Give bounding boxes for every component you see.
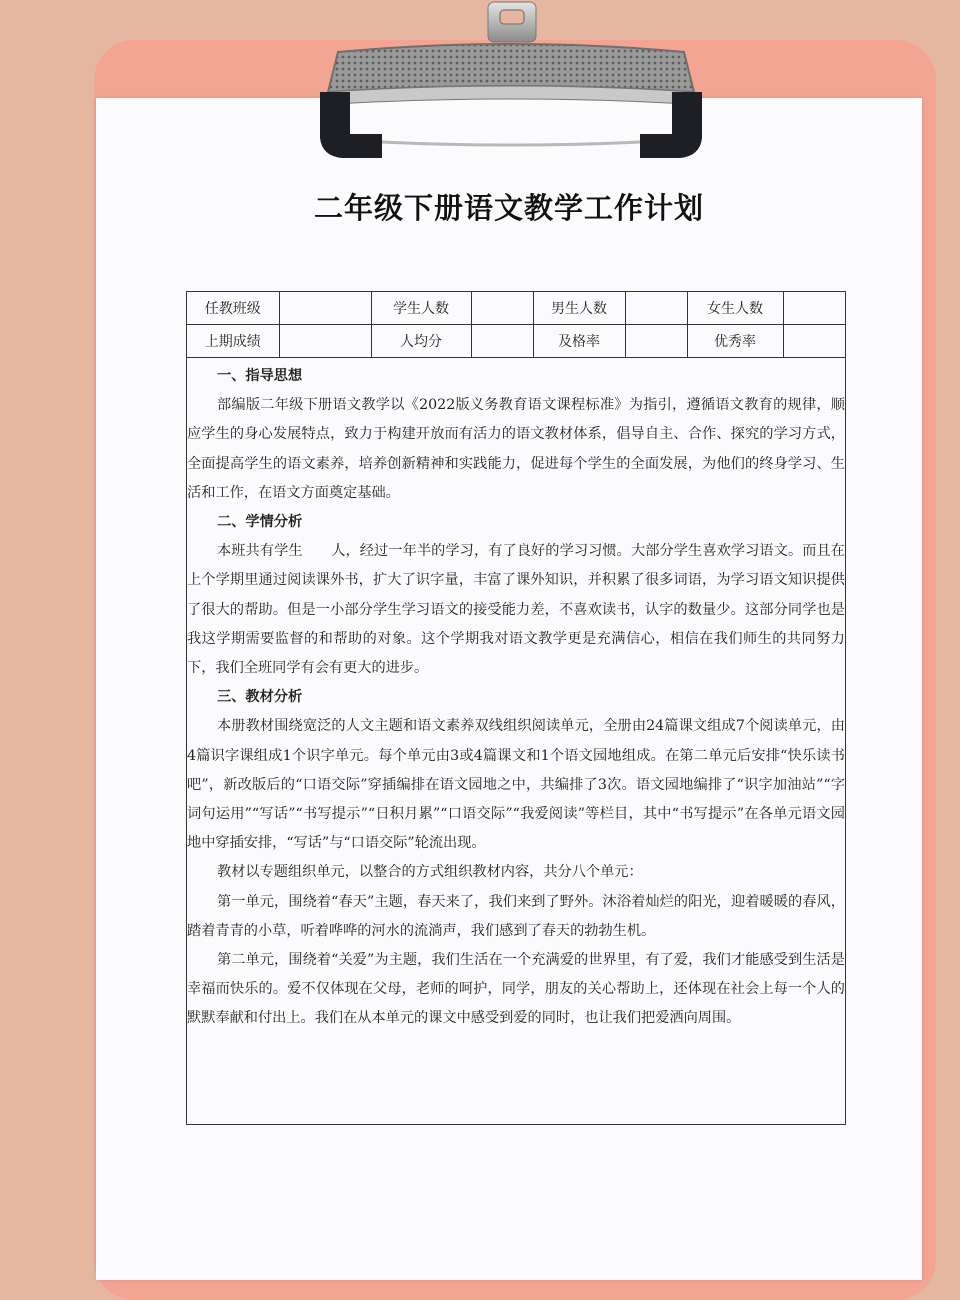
paragraph: 教材以专题组织单元，以整合的方式组织教材内容，共分八个单元： (217, 864, 643, 881)
value-girl-count (783, 292, 845, 325)
value-class (279, 292, 371, 325)
document-title: 二年级下册语文教学工作计划 (313, 191, 704, 225)
table-row (187, 292, 845, 325)
plan-form (186, 291, 846, 1125)
label-last-score: 上期成绩 (187, 325, 279, 358)
label-excellent-rate: 优秀率 (687, 325, 783, 358)
binder-clip-icon (316, 0, 706, 165)
value-student-count (471, 292, 533, 325)
paragraph: 第一单元，围绕着“春天”主题，春天来了，我们来到了野外。沐浴着灿烂的阳光，迎着暖暖的春风，踏着青青的小草，听着哗哗的河水的流淌声，我们感到了春天的勃勃生机。 (187, 893, 845, 939)
paragraph: 部编版二年级下册语文教学以《2022版义务教育语文课程标准》为指引，遵循语文教育的规律，顺应学生的身心发展特点，致力于构建开放而有活力的语文教材体系，倡导自主、合作、探究的学习方式，全面提高学生的语文素养，培养创新精神和实践能力，促进每个学生的全面发展，为他们的终身学习、生活和工作，在语文方面奠定基础。 (187, 397, 845, 501)
table-row (187, 325, 845, 358)
info-table (187, 292, 845, 358)
section-heading: 一、指导思想 (217, 368, 303, 384)
label-average: 人均分 (371, 325, 471, 358)
paragraph: 本册教材围绕宽泛的人文主题和语文素养双线组织阅读单元，全册由24篇课文组成7个阅读单元，由4篇识字课组成1个识字单元。每个单元由3或4篇课文和1个语文园地组成。在第二单元后安排“快乐读书吧”，新改版后的“口语交际”穿插编排在语文园地之中，共编排了3次。语文园地编排了“识字加油站”“字词句运用”“写话”“书写提示”“日积月累”“口语交际”“我爱阅读”等栏目，其中“书写提示”在各单元语文园地中穿插安排，“写话”与“口语交际”轮流出现。 (187, 718, 845, 852)
label-class: 任教班级 (187, 292, 279, 325)
value-pass-rate (625, 325, 687, 358)
plan-body (187, 358, 845, 1124)
label-girl-count: 女生人数 (687, 292, 783, 325)
paragraph: 第二单元，围绕着“关爱”为主题，我们生活在一个充满爱的世界里，有了爱，我们才能感受到生活是幸福而快乐的。爱不仅体现在父母，老师的呵护，同学，朋友的关心帮助上，还体现在社会上每一个人的默默奉献和付出上。我们在从本单元的课文中感受到爱的同时，也让我们把爱洒向周围。 (187, 952, 845, 1027)
value-excellent-rate (783, 325, 845, 358)
section-heading: 三、教材分析 (217, 689, 303, 706)
value-average (471, 325, 533, 358)
section-heading: 二、学情分析 (217, 514, 303, 531)
label-boy-count: 男生人数 (533, 292, 625, 325)
label-pass-rate: 及格率 (533, 325, 625, 358)
paragraph: 本班共有学生 人，经过一年半的学习，有了良好的学习习惯。大部分学生喜欢学习语文。而且在上个学期里通过阅读课外书，扩大了识字量，丰富了课外知识，并积累了很多词语，为学习语文知识提供了很大的帮助。但是一小部分学生学习语文的接受能力差，不喜欢读书，认字的数量少。这部分同学也是我这学期需要监督的和帮助的对象。这个学期我对语文教学更是充满信心，相信在我们师生的共同努力下，我们全班同学有会有更大的进步。 (187, 543, 845, 677)
value-last-score (279, 325, 371, 358)
label-student-count: 学生人数 (371, 292, 471, 325)
paper-sheet (96, 98, 922, 1280)
value-boy-count (625, 292, 687, 325)
